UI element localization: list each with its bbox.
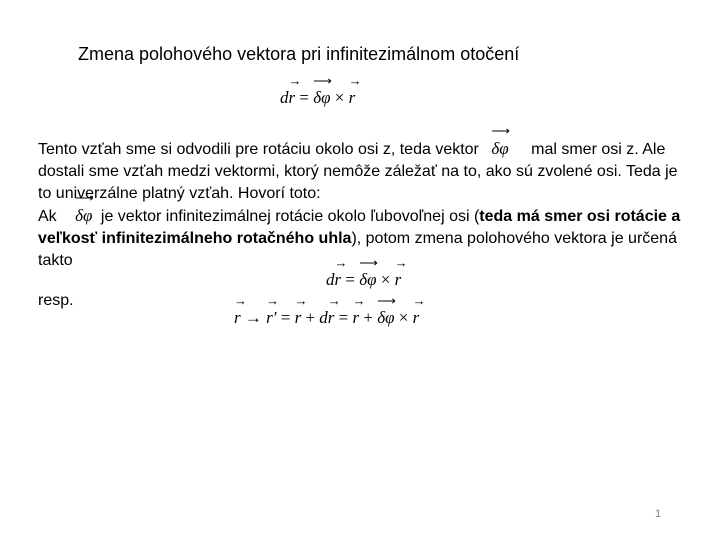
para2-text-b: ), potom zmena polohového vektora je určená takto (38, 230, 677, 269)
page-number: 1 (655, 508, 662, 520)
eq3-d: d (319, 308, 328, 327)
eq3-maps-to: → (244, 308, 262, 327)
body-paragraph (38, 138, 688, 272)
eq1-d: d (280, 88, 289, 107)
eq2-r2-vector: → r (395, 270, 402, 290)
eq1-r2-vector: → r (349, 88, 356, 108)
eq3-r-prime-vector: → r′ (266, 308, 276, 328)
eq2-equals: = (345, 270, 355, 289)
para2-text-a: je vektor infinitezimálnej rotácie okolo ľubovoľnej osi ( (100, 208, 480, 225)
eq1-equals: = (299, 88, 309, 107)
para2-ak: Ak (38, 208, 57, 225)
para2-delta-phi-inline: ⟶ δφ (75, 205, 92, 227)
eq3-times: × (398, 308, 409, 327)
eq3-delta-phi-vector: ⟶ δφ (377, 308, 394, 328)
eq1-times: × (334, 88, 345, 107)
para1-delta-phi-inline: ⟶ δφ (491, 138, 508, 160)
eq3-r2-vector: → r (295, 308, 302, 328)
para1-text-b: mal smer osi z. Ale dostali sme vzťah medzi vektormi, ktorý nemôže záležať na to, ako sú zvolené osi. Teda je to univerzálne platný vzťah. Hovorí toto: (38, 141, 678, 202)
eq3-r3-vector: → r (328, 308, 335, 328)
eq3-r4-vector: → r (353, 308, 360, 328)
resp-label: resp. (38, 292, 74, 309)
equation-3 (234, 308, 419, 328)
equation-1 (280, 88, 355, 108)
eq3-equals-2: = (338, 308, 349, 327)
eq2-delta-phi-vector: ⟶ δφ (359, 270, 376, 290)
eq2-d: d (326, 270, 335, 289)
eq1-delta-phi-vector: ⟶ δφ (313, 88, 330, 108)
slide-title: Zmena polohového vektora pri infinitezimálnom otočení (78, 44, 520, 64)
eq3-r5-vector: → r (413, 308, 420, 328)
eq3-equals-1: = (280, 308, 291, 327)
eq3-r-vector: → r (234, 308, 241, 328)
eq3-plus-2: + (363, 308, 373, 327)
eq1-r-vector: → r (289, 88, 296, 108)
eq2-r-vector: → r (335, 270, 342, 290)
eq2-times: × (380, 270, 391, 289)
eq3-plus-1: + (305, 308, 316, 327)
para2-bold-text: teda má smer osi rotácie a veľkosť infinitezimálneho rotačného uhla (38, 208, 681, 247)
para1-text-a: Tento vzťah sme si odvodili pre rotáciu okolo osi z, teda vektor (38, 141, 479, 158)
equation-2 (326, 270, 401, 290)
